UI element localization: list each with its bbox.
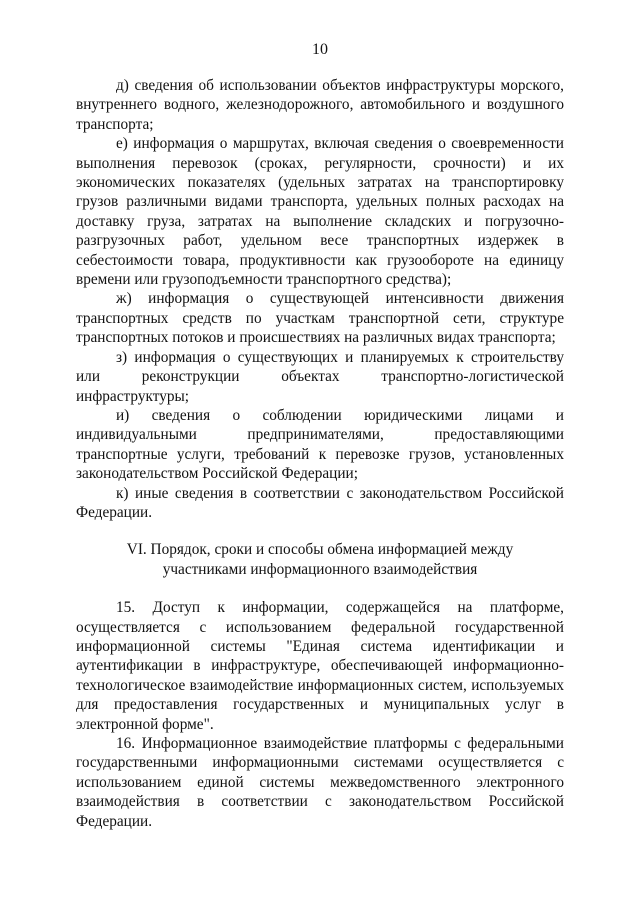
section-heading-line-2: участниками информационного взаимодействия bbox=[162, 560, 478, 578]
paragraph-item-d: д) сведения об использовании объектов инфраструктуры морского, внутреннего водного, железнодорожного, автомобильного и воздушного транспорта; bbox=[76, 77, 564, 133]
document-body bbox=[76, 76, 564, 831]
page-number: 10 bbox=[312, 41, 328, 58]
paragraph-item-e: е) информация о маршрутах, включая сведения о своевременности выполнения перевозок (сроках, регулярности, срочности) и их экономических показателях (удельных затратах на транспортировку грузов различными видами транспорта, удельных полных расходах на доставку груза, затратах на выполнение складских и погрузочно-разгрузочных работ, удельном весе транспортных издержек в себестоимости товара, продуктивности как грузообороте на единицу времени или грузоподъемности транспортного средства); bbox=[76, 135, 564, 289]
paragraph-item-zh: ж) информация о существующей интенсивности движения транспортных средств по участкам транспортной сети, структуре транспортных потоков и происшествиях на различных видах транспорта; bbox=[76, 290, 564, 347]
section-heading-line-1: VI. Порядок, сроки и способы обмена информацией между bbox=[126, 541, 514, 559]
paragraph-item-z: з) информация о существующих и планируемых к строительству или реконструкции объектах транспортно-логистической инфраструктуры; bbox=[76, 348, 564, 405]
section-heading bbox=[76, 540, 564, 579]
paragraph-15: 15. Доступ к информации, содержащейся на платформе, осуществляется с использованием федеральной государственной информационной системы "Единая система идентификации и аутентификации в инфраструктуре, обеспечивающей информационно-технологическое взаимодействие информационных систем, используемых для предоставления государственных и муниципальных услуг в электронной форме". bbox=[76, 599, 564, 733]
paragraph-item-i: и) сведения о соблюдении юридическими лицами и индивидуальными предпринимателями, предоставляющими транспортные услуги, требований к перевозке грузов, установленных законодательством Российской Федерации; bbox=[76, 406, 564, 483]
paragraph-16: 16. Информационное взаимодействие платформы с федеральными государственными информационными системами осуществляется с использованием единой системы межведомственного электронного взаимодействия в соответствии с законодательством Российской Федерации. bbox=[76, 735, 564, 830]
paragraph-item-k: к) иные сведения в соответствии с законодательством Российской Федерации. bbox=[76, 484, 564, 521]
